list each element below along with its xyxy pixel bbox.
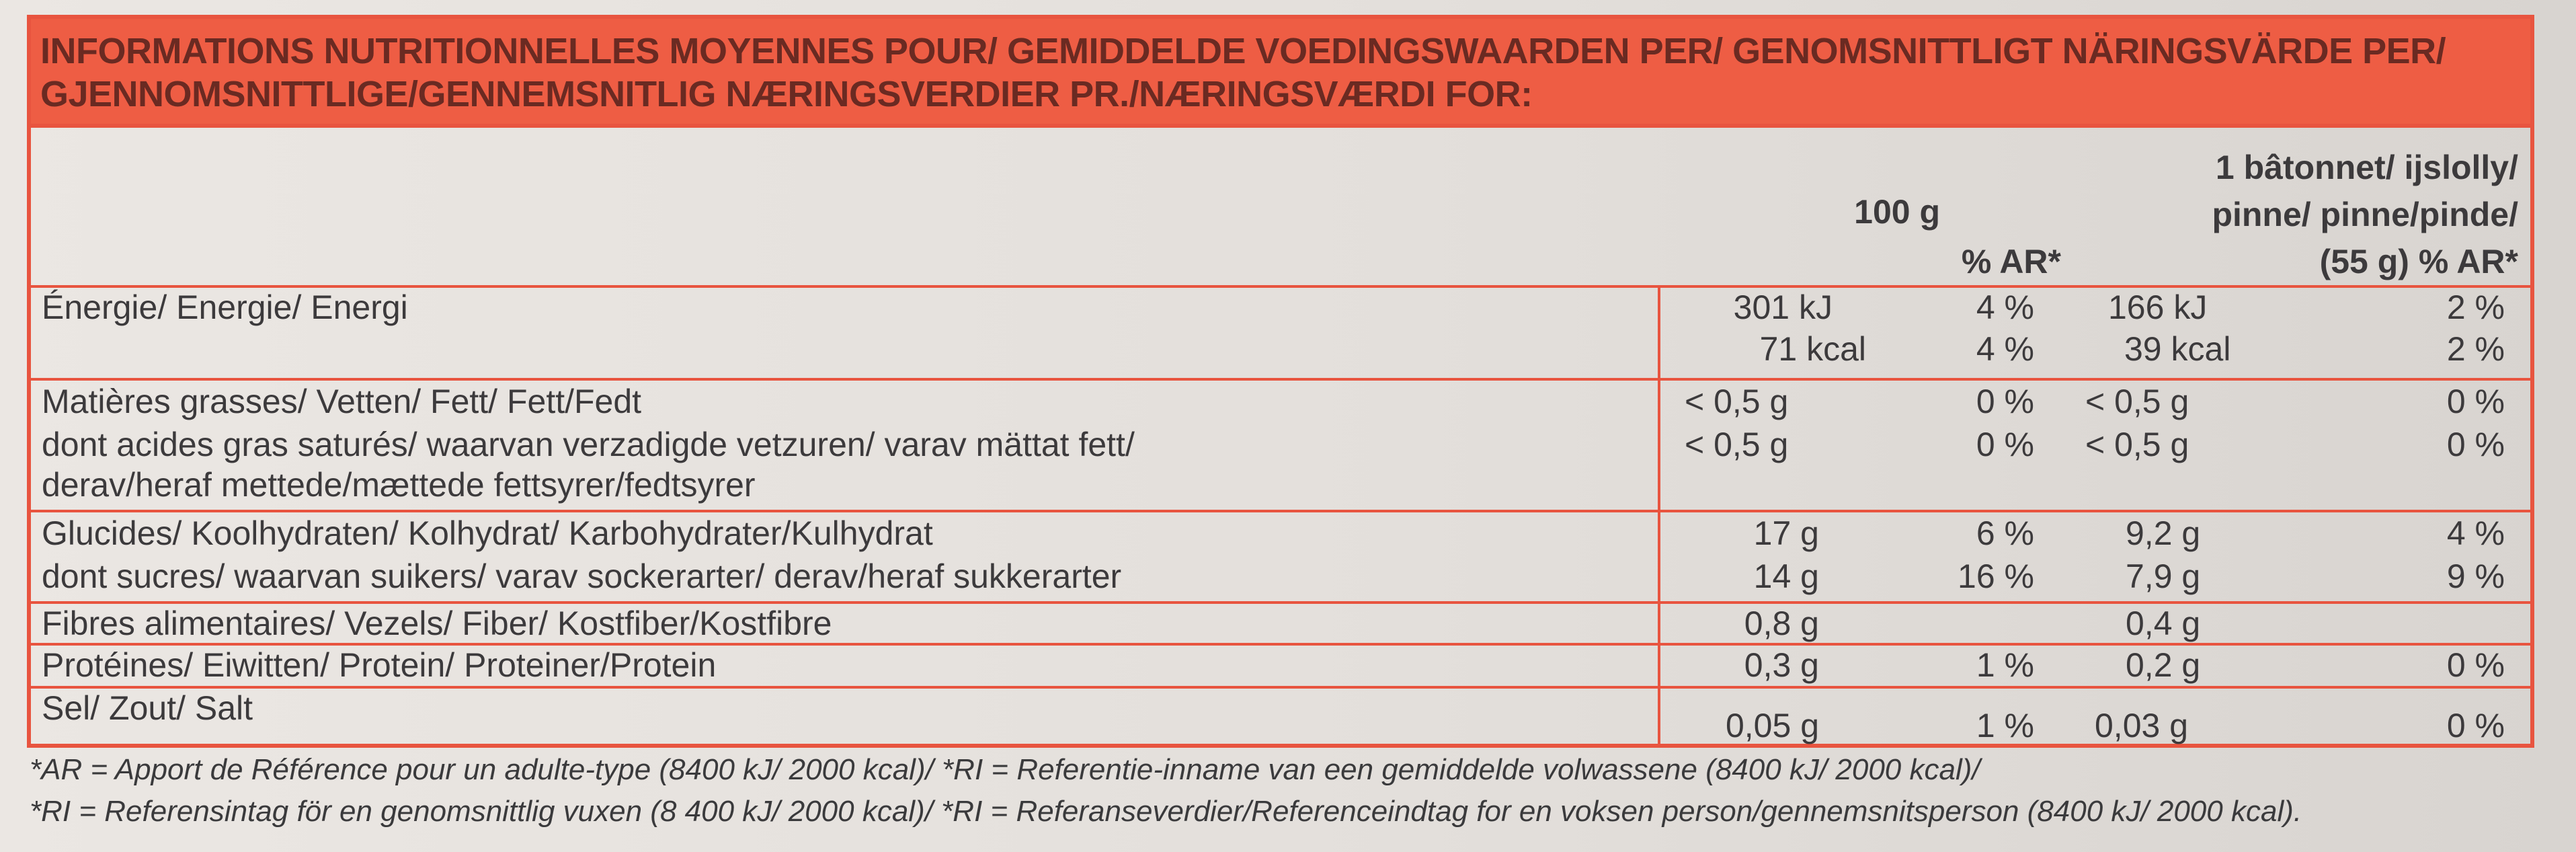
sugars-100g: 14 g [1753, 557, 1819, 595]
carbohydrate-100g: 17 g [1753, 514, 1819, 552]
fat-100g: < 0,5 g [1685, 383, 1789, 420]
energy-portion-kj-ar: 2 % [2446, 288, 2505, 326]
salt-100g: 0,05 g [1725, 707, 1819, 744]
col-portion-line-1: 1 bâtonnet/ ijslolly/ [2215, 149, 2518, 186]
energy-portion-kj: 166 kJ [2108, 288, 2208, 326]
protein-100g-ar: 1 % [1976, 646, 2034, 684]
sugars-portion: 7,9 g [2126, 557, 2201, 595]
protein-portion-ar: 0 % [2446, 646, 2505, 684]
header-title [40, 30, 2494, 116]
col-portion-ar: (55 g) % AR* [2319, 243, 2518, 280]
row-divider [31, 510, 2530, 512]
header-line-1: INFORMATIONS NUTRITIONNELLES MOYENNES POUR/ GEMIDDELDE VOEDINGSWAARDEN PER/ GENOMSNITTLIGT NÄRINGSVÄRDE PER/ [40, 31, 2446, 71]
fat-portion-ar: 0 % [2446, 383, 2505, 420]
energy-100g-kcal-ar: 4 % [1976, 330, 2034, 368]
saturates-portion: < 0,5 g [2085, 426, 2189, 463]
nutrition-table [27, 15, 2534, 748]
row-divider [31, 686, 2530, 689]
table-header [31, 19, 2530, 128]
energy-portion-kcal-ar: 2 % [2446, 330, 2505, 368]
column-divider [1658, 285, 1660, 748]
fibre-label: Fibres alimentaires/ Vezels/ Fiber/ Kostfiber/Kostfibre [42, 605, 832, 642]
header-line-2: GJENNOMSNITTLIGE/GENNEMSNITLIG NÆRINGSVERDIER PR./NÆRINGSVÆRDI FOR: [40, 74, 1533, 114]
saturates-portion-ar: 0 % [2446, 426, 2505, 463]
salt-portion: 0,03 g [2095, 707, 2189, 744]
fibre-100g: 0,8 g [1744, 605, 1819, 642]
salt-label: Sel/ Zout/ Salt [42, 689, 253, 727]
salt-100g-ar: 1 % [1976, 707, 2034, 744]
salt-portion-ar: 0 % [2446, 707, 2505, 744]
saturates-label-line-1: dont acides gras saturés/ waarvan verzadigde vetzuren/ varav mättat fett/ [42, 426, 1135, 463]
energy-label: Énergie/ Energie/ Energi [42, 288, 408, 326]
saturates-100g: < 0,5 g [1685, 426, 1789, 463]
col-portion-line-2: pinne/ pinne/pinde/ [2212, 196, 2518, 233]
saturates-label-line-2: derav/heraf mettede/mættede fettsyrer/fedtsyrer [42, 466, 756, 504]
fat-100g-ar: 0 % [1976, 383, 2034, 420]
saturates-100g-ar: 0 % [1976, 426, 2034, 463]
col-ar-100g: % AR* [1961, 243, 2061, 280]
energy-100g-kcal: 71 kcal [1759, 330, 1866, 368]
carbohydrate-portion: 9,2 g [2126, 514, 2201, 552]
footnote-line-1: *AR = Apport de Référence pour un adulte-type (8400 kJ/ 2000 kcal)/ *RI = Referentie-inname van een gemiddelde volwassene (8400 kJ/ 2000 kcal)/ [30, 753, 1980, 786]
fat-portion: < 0,5 g [2085, 383, 2189, 420]
carbohydrate-100g-ar: 6 % [1976, 514, 2034, 552]
fat-label: Matières grasses/ Vetten/ Fett/ Fett/Fedt [42, 383, 642, 420]
fibre-portion: 0,4 g [2126, 605, 2201, 642]
energy-portion-kcal: 39 kcal [2124, 330, 2231, 368]
carbohydrate-label: Glucides/ Koolhydraten/ Kolhydrat/ Karbohydrater/Kulhydrat [42, 514, 933, 552]
row-divider [31, 378, 2530, 381]
footnote-line-2: *RI = Referensintag för en genomsnittlig vuxen (8 400 kJ/ 2000 kcal)/ *RI = Referanseverdier/Referenceindtag for en voksen person/gennemsnitsperson (8400 kJ/ 2000 kcal). [30, 795, 2302, 828]
carbohydrate-portion-ar: 4 % [2446, 514, 2505, 552]
col-100g: 100 g [1854, 193, 1940, 231]
energy-100g-kj: 301 kJ [1733, 288, 1833, 326]
sugars-100g-ar: 16 % [1958, 557, 2034, 595]
energy-100g-kj-ar: 4 % [1976, 288, 2034, 326]
protein-portion: 0,2 g [2126, 646, 2201, 684]
protein-label: Protéines/ Eiwitten/ Protein/ Proteiner/Protein [42, 646, 717, 684]
sugars-portion-ar: 9 % [2446, 557, 2505, 595]
protein-100g: 0,3 g [1744, 646, 1819, 684]
sugars-label: dont sucres/ waarvan suikers/ varav sockerarter/ derav/heraf sukkerarter [42, 557, 1122, 595]
